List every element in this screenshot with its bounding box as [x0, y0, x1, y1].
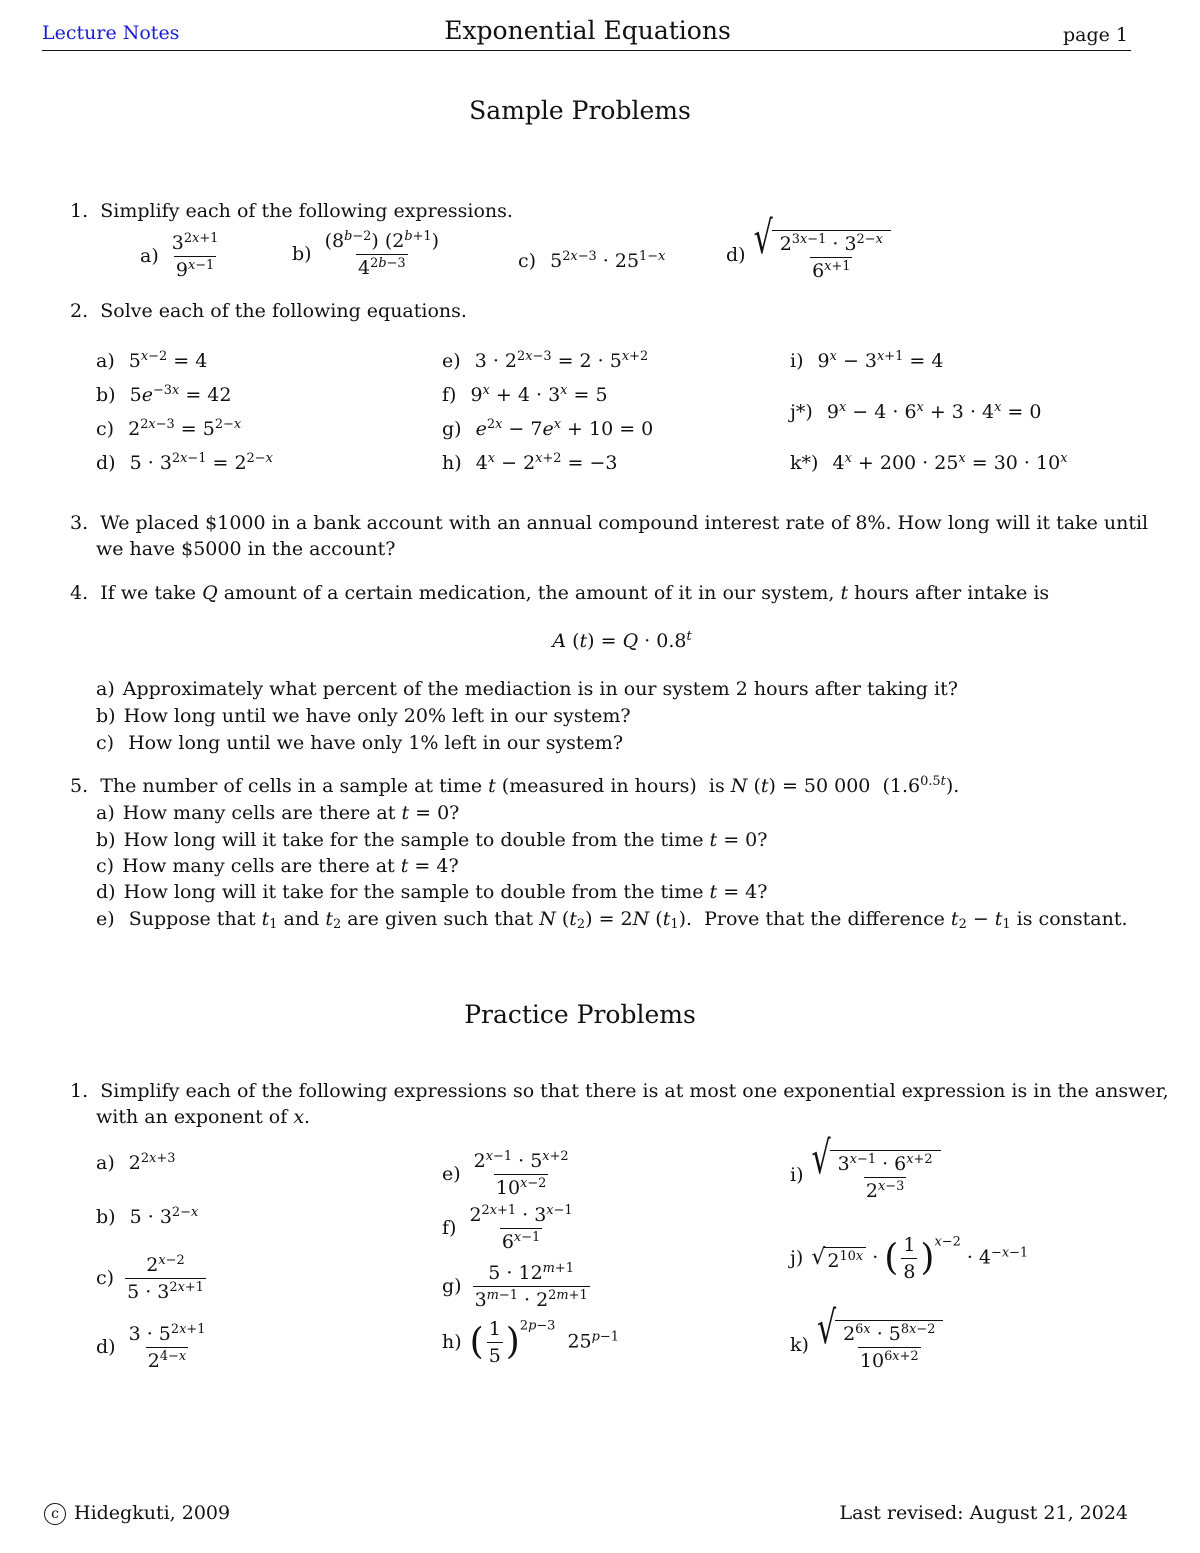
- sample-2f: f) $9^x + 4 \cdot 3^x = 5$: [442, 382, 608, 406]
- sample-2a: a) $5^{x-2} = 4$: [96, 348, 208, 372]
- footer-revised: Last revised: August 21, 2024: [839, 1502, 1128, 1524]
- sample-problem-4: 4. If we take Q amount of a certain medication, the amount of it in our system, t hours after intake is: [70, 582, 1050, 604]
- practice-1b: b) $5 \cdot 3^{2-x}$: [96, 1204, 199, 1228]
- footer-copyright: c Hidegkuti, 2009: [44, 1502, 230, 1525]
- sample-2i: i) $9^x - 3^{x+1} = 4$: [790, 348, 944, 372]
- sample-problem-5: 5. The number of cells in a sample at time t (measured in hours) is N (t) = 50 000 $(1.6^{0.5t})$.: [70, 773, 960, 797]
- sample-1a: a) $\frac{3^{2x+1}}{9^{x-1}}$: [140, 230, 219, 281]
- page-title: Exponential Equations: [444, 16, 731, 45]
- practice-1i: i) √ $\frac{3^{x-1} \cdot 6^{x+2}}{2^{x-3}}$: [790, 1150, 941, 1202]
- practice-1h: h) ( $\frac{1}{5}$ )$^{2p-3}$ $25^{p-1}$: [442, 1318, 619, 1367]
- practice-1c: c) $\frac{2^{x-2}}{5 \cdot 3^{2x+1}}$: [96, 1252, 204, 1303]
- section-title-sample: Sample Problems: [469, 96, 691, 125]
- section-title-practice: Practice Problems: [464, 1000, 696, 1029]
- sample-2c: c) $2^{2x-3} = 5^{2-x}$: [96, 416, 242, 440]
- sample-1b: b) $\frac{(8^{b-2}) (2^{b+1})}{4^{2b-3}}$: [292, 228, 440, 279]
- practice-1a: a) $2^{2x+3}$: [96, 1150, 176, 1174]
- sample-4-formula: A $(t) = Q \cdot 0.8^t$: [552, 628, 692, 652]
- sample-1d: d) √ $\frac{2^{3x-1} \cdot 3^{2-x}}{6^{x+1}}$: [726, 230, 891, 282]
- practice-1k: k) √ $\frac{2^{6x} \cdot 5^{8x-2}}{10^{6x+2}}$: [790, 1320, 943, 1372]
- sample-2k: k*) $4^x + 200 \cdot 25^x = 30 \cdot 10^x$: [790, 450, 1068, 474]
- sample-2g: g) $e^{2x} - 7e^x + 10 = 0$: [442, 416, 654, 440]
- practice-1d: d) $\frac{3 \cdot 5^{2x+1}}{2^{4-x}}$: [96, 1321, 206, 1372]
- practice-1j: j) √ $2^{10x}$ · ( $\frac{1}{8}$ )$^{x-2} \cdot 4^{-x-1}$: [790, 1234, 1029, 1283]
- sample-2h: h) $4^x - 2^{x+2} = -3$: [442, 450, 618, 474]
- practice-problem-1: 1. Simplify each of the following expressions so that there is at most one exponential expression is in the answer,: [70, 1080, 1169, 1102]
- sample-4c: c) How long until we have only 1% left in our system?: [96, 732, 624, 754]
- header-left: Lecture Notes: [42, 22, 180, 44]
- sample-5e: e) Suppose that $t_1$ and $t_2$ are given such that N $(t_2) = 2N$ $(t_1)$. Prove that the difference $t_2 - t_1$ is constant.: [96, 908, 1128, 933]
- header-rule: [42, 50, 1131, 51]
- sample-5c: c) How many cells are there at t = 4?: [96, 855, 459, 877]
- sample-4b: b) How long until we have only 20% left in our system?: [96, 705, 631, 727]
- sample-5a: a) How many cells are there at t = 0?: [96, 802, 460, 824]
- practice-1e: e) $\frac{2^{x-1} \cdot 5^{x+2}}{10^{x-2}}$: [442, 1148, 569, 1199]
- sample-problem-1: 1. Simplify each of the following expressions.: [70, 200, 513, 222]
- page-number: page 1: [1062, 24, 1128, 46]
- copyright-icon: c: [44, 1503, 66, 1525]
- sample-2e: e) $3 \cdot 2^{2x-3} = 2 \cdot 5^{x+2}$: [442, 348, 649, 372]
- practice-1f: f) $\frac{2^{2x+1} \cdot 3^{x-1}}{6^{x-1}}$: [442, 1202, 573, 1253]
- sample-problem-3-cont: we have $5000 in the account?: [96, 538, 396, 560]
- sample-2b: b) $5e^{-3x} = 42$: [96, 382, 232, 406]
- sample-2d: d) $5 \cdot 3^{2x-1} = 2^{2-x}$: [96, 450, 273, 474]
- sample-2j: j*) $9^x - 4 \cdot 6^x + 3 \cdot 4^x = 0$: [790, 399, 1042, 423]
- sample-5d: d) How long will it take for the sample to double from the time t = 4?: [96, 881, 768, 903]
- sample-problem-3: 3. We placed $1000 in a bank account with an annual compound interest rate of 8%. How long will it take until: [70, 512, 1149, 534]
- practice-1g: g) $\frac{5 \cdot 12^{m+1}}{3^{m-1} \cdot 2^{2m+1}}$: [442, 1260, 588, 1311]
- sample-4a: a) Approximately what percent of the mediaction is in our system 2 hours after taking it?: [96, 678, 958, 700]
- sample-1c: c) $5^{2x-3} \cdot 25^{1-x}$: [518, 248, 666, 272]
- practice-problem-1-cont: with an exponent of x.: [96, 1106, 311, 1128]
- sample-5b: b) How long will it take for the sample to double from the time t = 0?: [96, 829, 768, 851]
- sample-problem-2: 2. Solve each of the following equations.: [70, 300, 467, 322]
